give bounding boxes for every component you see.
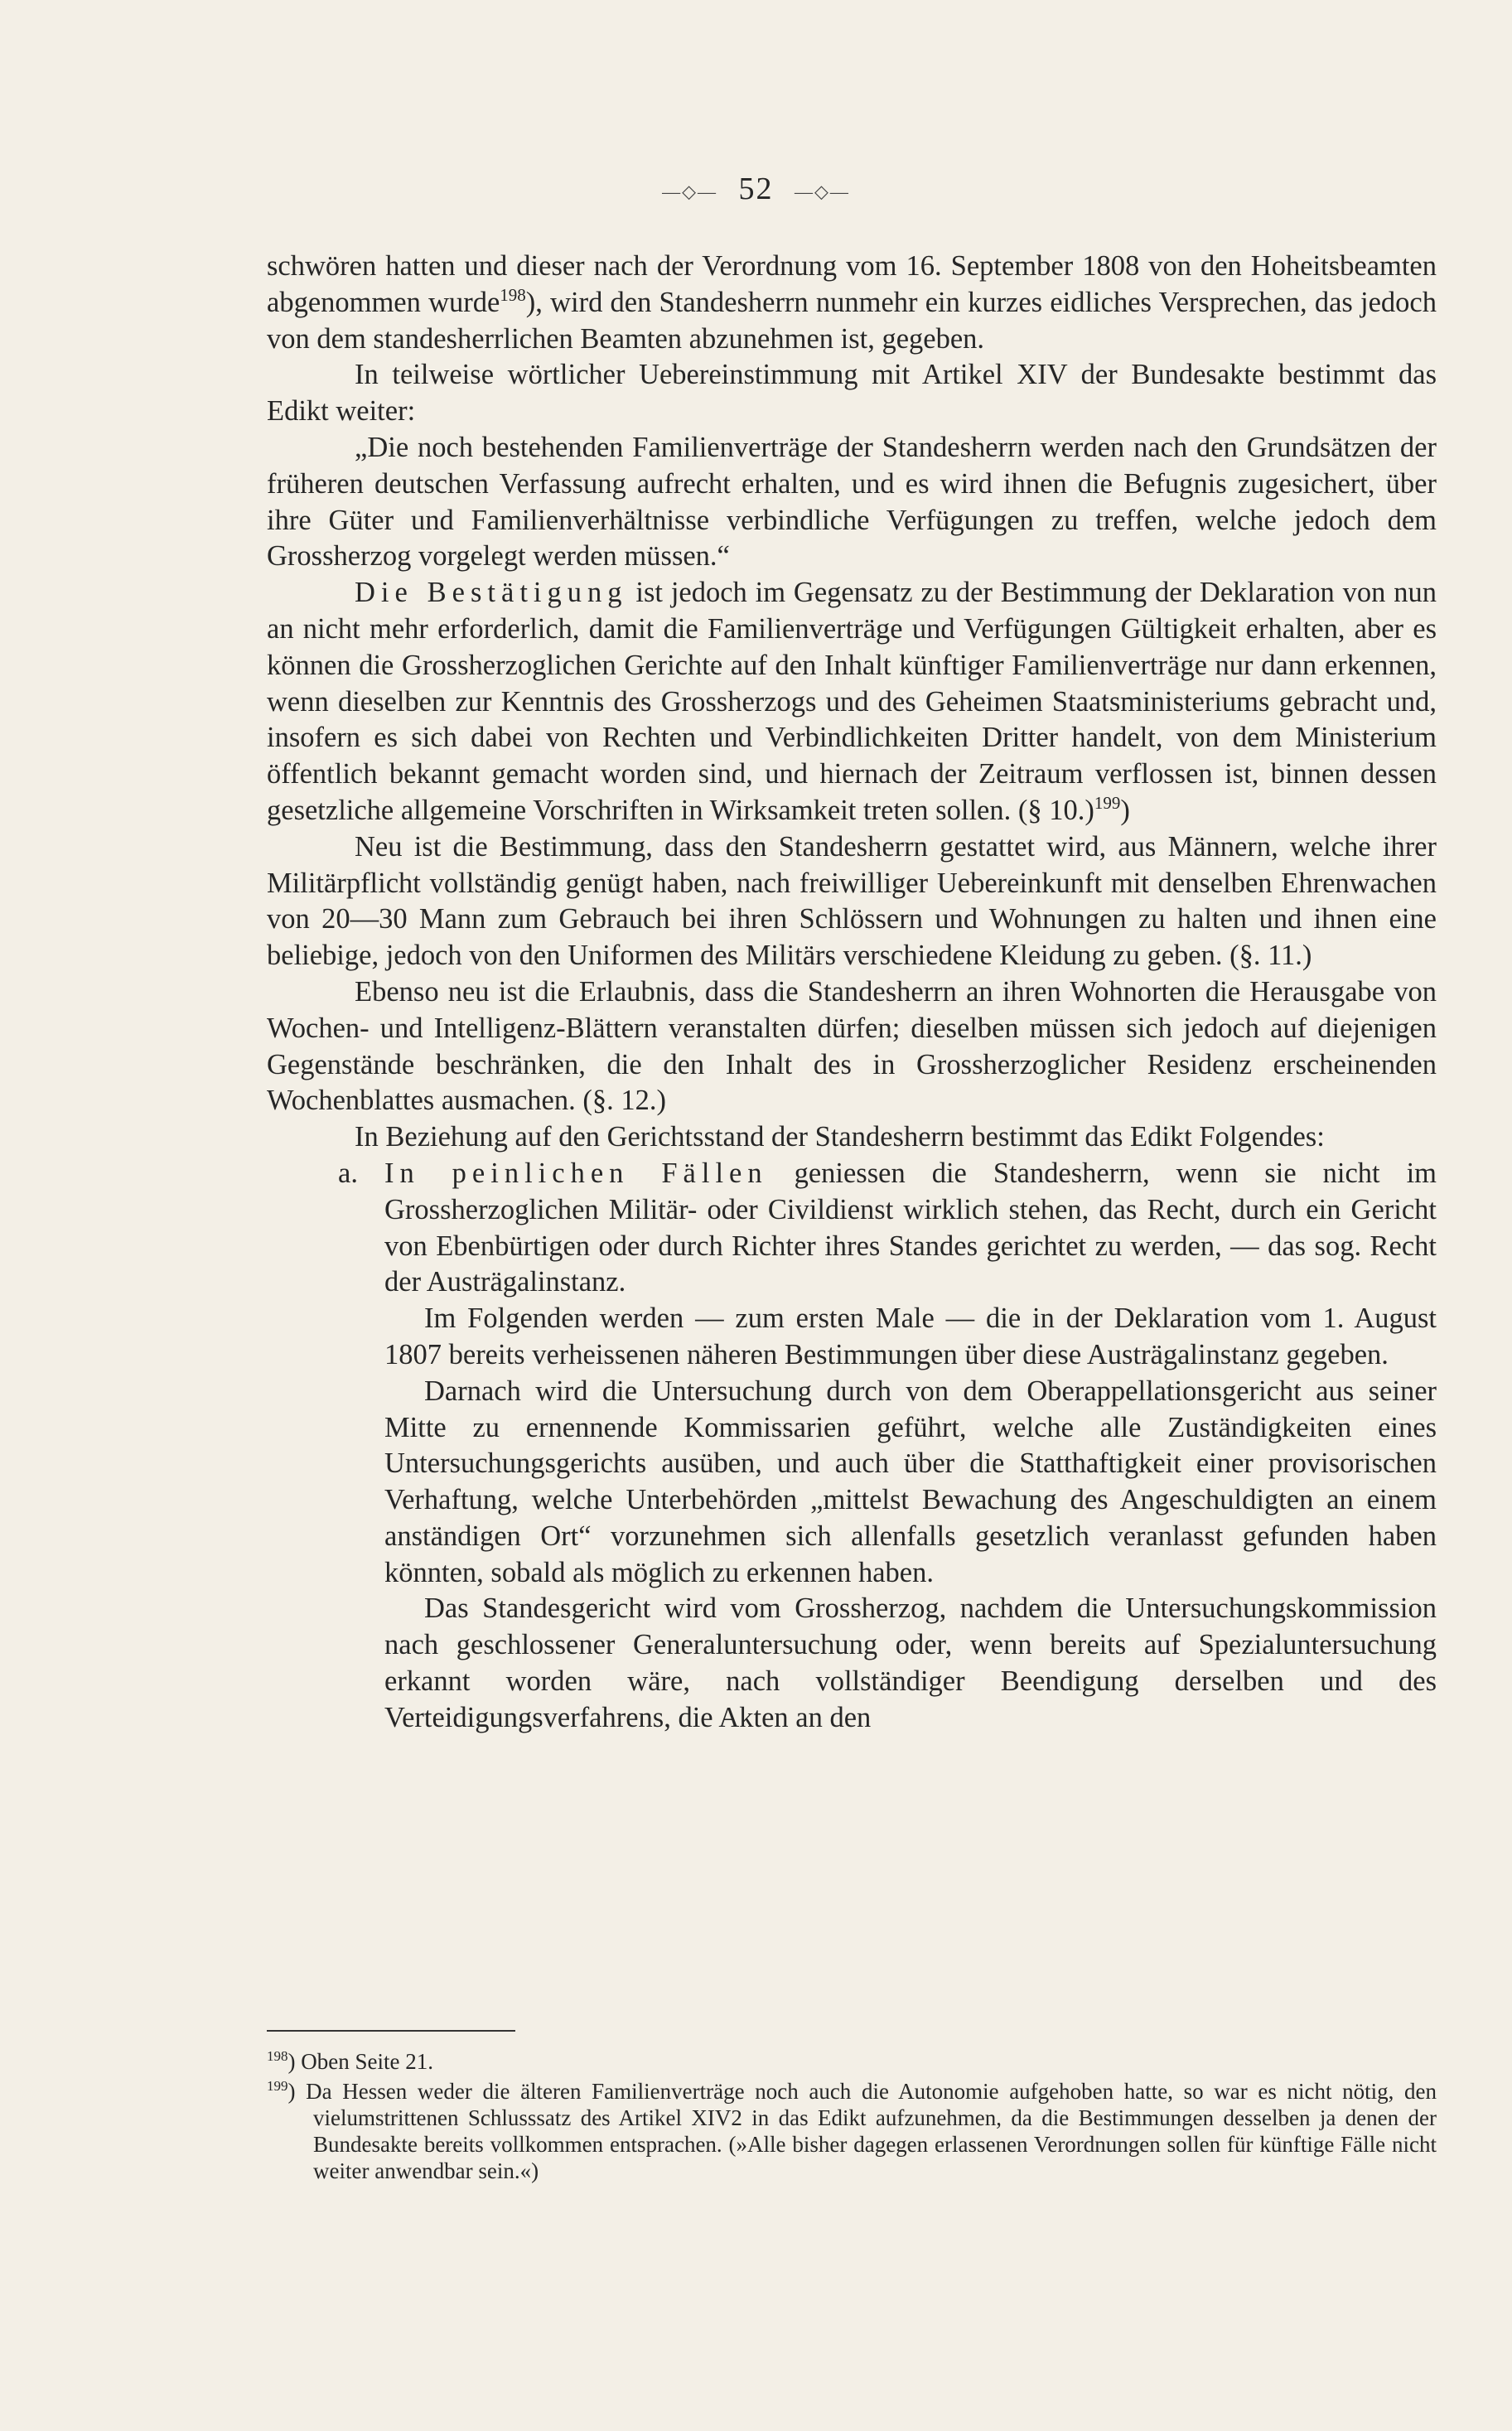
paragraph-4: Die Bestätigung ist jedoch im Gegensatz zu der Bestimmung der Deklaration von nun an nicht mehr erforderlich, damit die Familienverträge und Verfügungen Gültigkeit erhalten, aber es können die Grossherzoglichen Gerichte auf den Inhalt künftiger Familienverträge nur dann erkennen, wenn dieselben zur Kenntnis des Grossherzogs und des Geheimen Staatsministeriums gebracht und, insofern es sich dabei von Rechten und Verbindlichkeiten Dritter handelt, von dem Ministerium öffentlich bekannt gemacht worden sind, und hiernach der Zeitraum verflossen ist, binnen dessen gesetzliche allgemeine Vorschriften in Wirksamkeit treten sollen. (§ 10.)$^{199}$) — [267, 577, 1437, 826]
spaced-emphasis: In peinlichen Fällen — [384, 1157, 768, 1189]
ornament-right: —◇— — [795, 181, 850, 202]
paragraph-3-quote: „Die noch bestehenden Familienverträge der Standesherrn werden nach den Grundsätzen der früheren deutschen Verfassung aufrecht erhalten, und es wird ihnen die Befugnis zugesichert, über ihre Güter und Familienverhältnisse verbindliche Verfügungen zu treffen, welche jedoch dem Grossherzog vorgelegt werden müssen.“ — [267, 431, 1437, 573]
list-sub-paragraph-1: Im Folgenden werden — zum ersten Male — die in der Deklaration vom 1. August 1807 bereits verheissenen näheren Bestimmungen über diese Austrägalinstanz gegeben. — [384, 1302, 1437, 1370]
paragraph-1: schwören hatten und dieser nach der Verordnung vom 16. September 1808 von den Hoheitsbeamten abgenommen wurde$^{198}$), wird den Standesherrn nunmehr ein kurzes eidliches Versprechen, das jedoch von dem standesherrlichen Beamten abzunehmen ist, gegeben. — [267, 250, 1437, 355]
page-header — [0, 171, 1512, 207]
ornament-left: —◇— — [662, 181, 717, 202]
page-number: 52 — [738, 172, 774, 206]
list-item-a — [267, 1156, 1437, 1737]
paragraph-2: In teilweise wörtlicher Uebereinstimmung mit Artikel XIV der Bundesakte bestimmt das Edikt weiter: — [267, 359, 1437, 428]
list-sub-paragraph-3: Das Standesgericht wird vom Grossherzog, nachdem die Untersuchungskommission nach geschlossener Generaluntersuchung oder, wenn bereits auf Spezialuntersuchung erkannt worden wäre, nach vollständiger Beendigung derselben und des Verteidigungsverfahrens, die Akten an den — [384, 1592, 1437, 1733]
list-item-a-first: a. In peinlichen Fällen geniessen die Standesherrn, wenn sie nicht im Grossherzoglichen Militär- oder Civildienst wirklich stehen, das Recht, durch ein Gericht von Ebenbürtigen oder durch Richter ihres Standes gerichtet zu werden, — das sog. Recht der Austrägalinstanz. — [338, 1157, 1437, 1298]
list-marker: a. — [338, 1157, 358, 1189]
footnote-198: $^{198}$) Oben Seite 21. — [267, 2048, 433, 2074]
paragraph-6: Ebenso neu ist die Erlaubnis, dass die Standesherrn an ihren Wohnorten die Herausgabe von Wochen- und Intelligenz-Blättern veranstalten dürfen; dieselben müssen sich jedoch auf diejenigen Gegenstände beschränken, die den Inhalt des in Grossherzoglicher Residenz erscheinenden Wochenblattes ausmachen. (§. 12.) — [267, 975, 1437, 1117]
paragraph-5: Neu ist die Bestimmung, dass den Standesherrn gestattet wird, aus Männern, welche ihrer Militärpflicht vollständig genügt haben, nach freiwilliger Uebereinkunft mit denselben Ehrenwachen von 20—30 Mann zum Gebrauch bei ihren Schlössern und Wohnungen zu halten und ihnen eine beliebige, jedoch von den Uniformen des Militärs verschiedene Kleidung zu geben. (§. 11.) — [267, 830, 1437, 972]
paragraph-7: In Beziehung auf den Gerichtsstand der Standesherrn bestimmt das Edikt Folgendes: — [355, 1121, 1325, 1153]
main-text — [267, 249, 1437, 1737]
footnote-divider — [267, 2030, 515, 2032]
footnote-199: $^{199}$) Da Hessen weder die älteren Familienverträge noch auch die Autonomie aufgehoben hatte, so war es nicht nötig, den vielumstrittenen Schlusssatz des Artikel XIV2 in das Edikt aufzunehmen, da die Bestimmungen desselben ja denen der Bundesakte bereits vollkommen entsprachen. (»Alle bisher dagegen erlassenen Verordnungen sollen für künftige Fälle nicht weiter anwendbar sein.«) — [267, 2078, 1437, 2183]
footnotes — [267, 2030, 1437, 2187]
spaced-emphasis: Die Bestätigung — [355, 577, 628, 609]
footnote-ref-199: 199 — [1094, 792, 1121, 813]
list-sub-paragraph-2: Darnach wird die Untersuchung durch von dem Oberappellationsgericht aus seiner Mitte zu ernennende Kommissarien geführt, welche alle Zuständigkeiten eines Untersuchungsgerichts ausüben, und auch über die Statthaftigkeit einer provisorischen Verhaftung, welche Unterbehörden „mittelst Bewachung des Angeschuldigten an einem anständigen Ort“ vorzunehmen sich allenfalls gesetzlich veranlasst gefunden haben könnten, sobald als möglich zu erkennen haben. — [384, 1375, 1437, 1588]
footnote-ref-198: 198 — [500, 284, 526, 305]
